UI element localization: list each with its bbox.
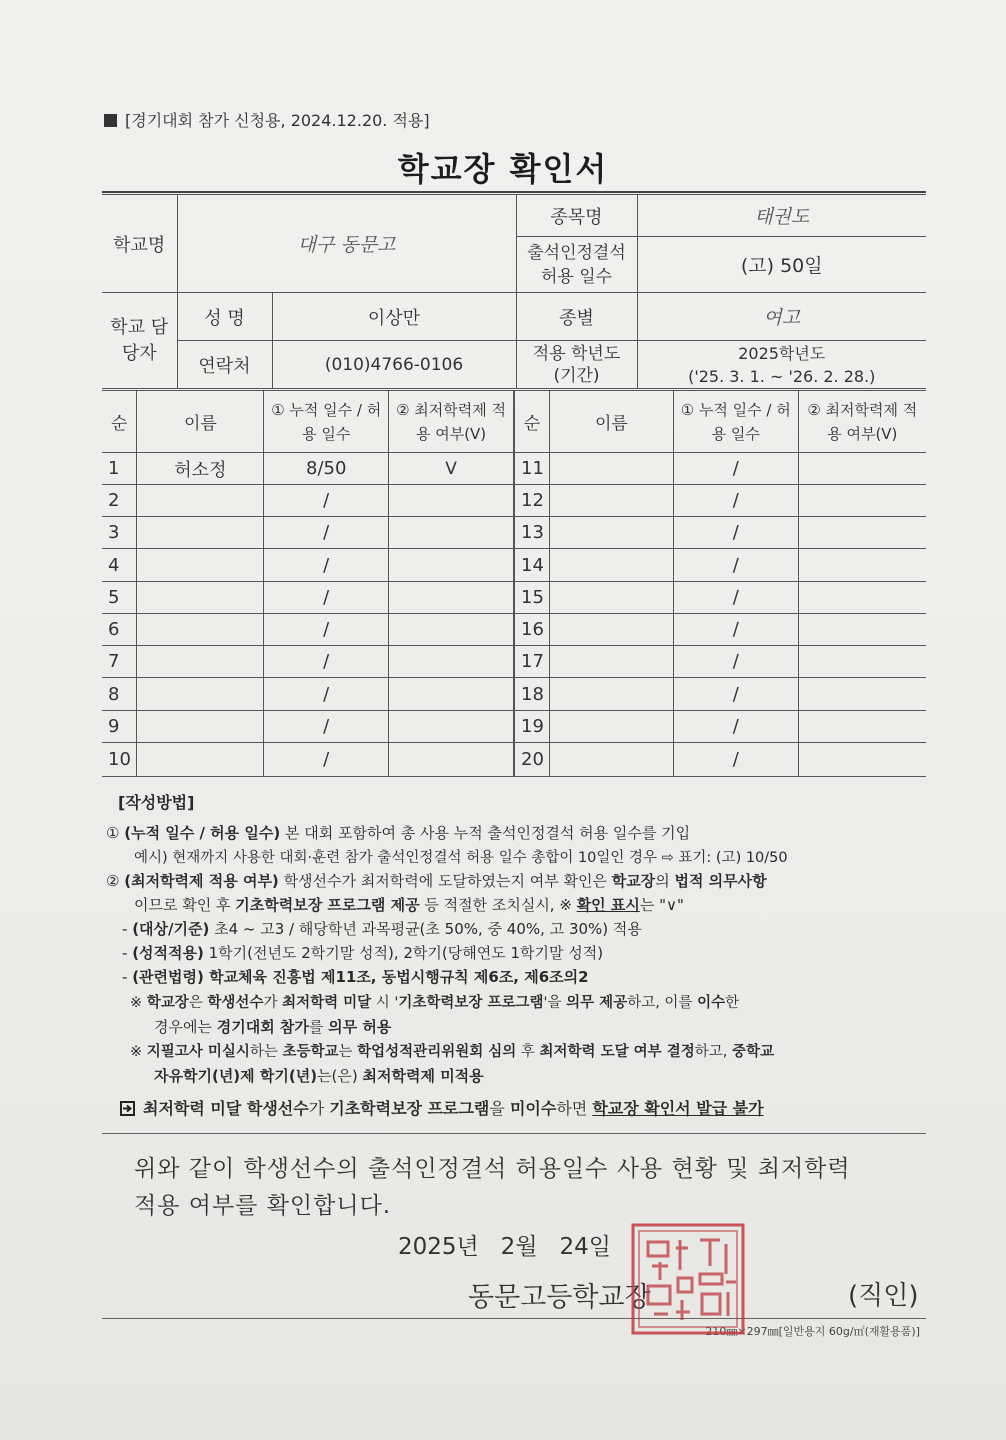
method-text: 하면: [556, 1099, 593, 1118]
method-line-6: [122, 942, 603, 963]
minimum-check: [389, 485, 514, 517]
table-row: [102, 517, 514, 549]
seal-mark-text: (직인): [848, 1281, 919, 1311]
student-name: [137, 678, 264, 711]
table-row: [515, 678, 927, 711]
method-term: (누적 일수 / 허용 일수): [124, 824, 281, 842]
student-name: [137, 549, 264, 582]
paper-spec: 210㎜×297㎜[일반용지 60g/㎡(재활용품)]: [705, 1325, 920, 1338]
arrow-box-icon: [120, 1101, 135, 1116]
method-text: 1학기(전년도 2학기말 성적), 2학기(당해연도 1학기말 성적): [203, 944, 604, 962]
method-heading: [작성방법]: [118, 793, 195, 812]
top-rule: [102, 191, 926, 193]
student-name: [549, 517, 673, 549]
minimum-check: [389, 582, 514, 614]
row-number: 15: [515, 582, 550, 614]
year-cell: [637, 341, 926, 389]
method-text: 는 "∨": [639, 896, 684, 914]
row-number: 13: [515, 517, 550, 549]
student-name: [549, 549, 673, 582]
table-row: [102, 678, 514, 711]
method-text: 을: [489, 1099, 510, 1118]
table-row: [102, 453, 514, 485]
mid-rule: [102, 1133, 926, 1134]
student-name: [137, 614, 264, 646]
method-term: 학생선수: [207, 995, 264, 1011]
student-name: [137, 711, 264, 743]
table-row: [102, 614, 514, 646]
row-number: 18: [515, 678, 550, 711]
contact-label: 연락처: [177, 341, 272, 389]
form-note: [104, 108, 430, 131]
student-name: [549, 646, 673, 678]
days-count: /: [673, 678, 798, 711]
minimum-check: [798, 646, 926, 678]
method-text: 후: [516, 1044, 540, 1060]
row-number: 9: [102, 711, 137, 743]
year-label: 적용 학년도 (기간): [516, 341, 637, 389]
row-number: 20: [515, 743, 550, 777]
circle-1: ①: [106, 824, 125, 842]
table-row: [515, 453, 927, 485]
row-number: 11: [515, 453, 550, 485]
dash: -: [122, 944, 133, 962]
minimum-check: V: [389, 453, 514, 485]
method-term: 의무 제공: [566, 995, 628, 1011]
document-title: 학교장 확인서: [397, 150, 609, 188]
method-line-9: [154, 1016, 391, 1037]
method-text: 는(은): [317, 1067, 363, 1085]
event-label: 종목명: [516, 195, 637, 237]
row-number: 19: [515, 711, 550, 743]
minimum-check: [798, 453, 926, 485]
method-term: 법적 의무사항: [674, 872, 767, 890]
official-seal-icon: [630, 1222, 746, 1336]
row-number: 16: [515, 614, 550, 646]
manager-label: 학교 담당자: [102, 293, 177, 389]
method-line-1: [106, 822, 690, 843]
minimum-check: [798, 614, 926, 646]
method-term: 최저학력제 미적용: [362, 1067, 484, 1085]
method-line-4: [134, 894, 684, 915]
student-name: [137, 485, 264, 517]
days-count: /: [673, 711, 798, 743]
school-label: 학교명: [102, 195, 177, 293]
name-value: 이상만: [272, 293, 516, 341]
method-text: 이므로 확인 후: [134, 896, 236, 914]
student-name: 허소정: [137, 453, 264, 485]
student-name: [549, 678, 673, 711]
days-count: /: [673, 549, 798, 582]
student-name: [549, 582, 673, 614]
method-text: 는: [338, 1044, 358, 1060]
days-count: /: [264, 646, 389, 678]
note-mark: ※: [130, 995, 147, 1011]
days-count: 8/50: [264, 453, 389, 485]
method-term: 학교장: [611, 872, 656, 890]
method-text: 초4 ~ 고3 / 해당학년 과목평균(초 50%, 중 40%, 고 30%) 적용: [209, 920, 642, 938]
method-term: 지필고사 미실시: [146, 1044, 250, 1060]
method-term: (관련법령): [132, 968, 204, 986]
row-number: 14: [515, 549, 550, 582]
method-term: 학교체육 진흥법 제11조, 동법시행규칙 제6조, 제6조의2: [203, 968, 589, 986]
method-term: 학교장: [146, 995, 189, 1011]
days-count: /: [673, 582, 798, 614]
method-term: 학업성적관리위원회 심의: [357, 1044, 517, 1060]
circle-2: ②: [106, 872, 125, 890]
days-count: /: [673, 614, 798, 646]
table-row: [515, 517, 927, 549]
table-row: [515, 582, 927, 614]
method-term: 미이수: [509, 1099, 557, 1118]
method-line-10: [130, 1040, 774, 1061]
method-line-7: [122, 966, 589, 987]
days-count: /: [673, 743, 798, 777]
left-rows: [102, 453, 514, 777]
category-label: 종별: [516, 293, 637, 341]
method-text: 하고,: [694, 1044, 732, 1060]
minimum-check: [389, 614, 514, 646]
minimum-check: [389, 711, 514, 743]
row-number: 1: [102, 453, 137, 485]
student-name: [137, 582, 264, 614]
conclusion-line-2: 적용 여부를 확인합니다.: [134, 1193, 392, 1219]
right-rows: [515, 453, 927, 777]
method-term: 경기대회 참가: [216, 1018, 309, 1036]
method-line-8: [130, 991, 739, 1012]
row-number: 6: [102, 614, 137, 646]
minimum-check: [798, 549, 926, 582]
no-header: 순: [515, 391, 550, 453]
event-value: 태권도: [637, 195, 926, 237]
form-note-text: [경기대회 참가 신청용, 2024.12.20. 적용]: [125, 111, 430, 130]
name-header: 이름: [549, 391, 673, 453]
category-value: 여고: [637, 293, 926, 341]
method-text: 본 대회 포함하여 총 사용 누적 출석인정결석 허용 일수를 기입: [280, 824, 691, 842]
student-table-right: [514, 390, 926, 777]
method-text: 하는: [249, 1044, 283, 1060]
days-count: /: [673, 517, 798, 549]
method-line-12: [120, 1096, 764, 1119]
minimum-check: [798, 711, 926, 743]
name-header: 이름: [137, 391, 264, 453]
note-mark: ※: [130, 1044, 147, 1060]
conclusion-line-1: 위와 같이 학생선수의 출석인정결석 허용일수 사용 현황 및 최저학력: [134, 1156, 851, 1182]
year-value: 2025학년도: [738, 343, 826, 363]
days-count: /: [264, 517, 389, 549]
minimum-check: [389, 646, 514, 678]
days-count: /: [264, 743, 389, 777]
method-line-5: [122, 918, 642, 939]
days-count: /: [673, 453, 798, 485]
table-row: [515, 549, 927, 582]
minimum-check: [389, 678, 514, 711]
table-row: [515, 743, 927, 777]
method-term: (대상/기준): [132, 920, 210, 938]
issue-date: 2025년 2월 24일: [398, 1234, 611, 1260]
days-header: ① 누적 일수 / 허용 일수: [673, 391, 798, 453]
row-number: 5: [102, 582, 137, 614]
method-text: 한: [725, 995, 740, 1011]
method-term: 기초학력보장 프로그램: [398, 995, 544, 1011]
row-number: 3: [102, 517, 137, 549]
method-term: (성적적용): [132, 944, 204, 962]
table-row: [102, 711, 514, 743]
student-name: [137, 743, 264, 777]
year-period: ('25. 3. 1. ~ '26. 2. 28.): [688, 366, 876, 386]
method-term: 확인 표시: [576, 896, 640, 914]
dash: -: [122, 968, 133, 986]
minimum-check: [798, 485, 926, 517]
info-table: [102, 194, 926, 389]
dash: -: [122, 920, 133, 938]
row-number: 4: [102, 549, 137, 582]
student-name: [137, 517, 264, 549]
method-text: 의: [655, 872, 675, 890]
student-name: [549, 711, 673, 743]
table-row: [102, 646, 514, 678]
table-row: [515, 485, 927, 517]
method-text: 하고, 이를: [627, 995, 698, 1011]
method-term: 의무 허용: [328, 1018, 392, 1036]
method-text: 은: [188, 995, 208, 1011]
minimum-check: [389, 517, 514, 549]
method-text: '을: [543, 995, 567, 1011]
method-term: 최저학력 미달 학생선수: [143, 1099, 309, 1118]
method-term: 기초학력보장 프로그램: [329, 1099, 490, 1118]
method-term: 자유학기(년)제 학기(년): [154, 1067, 318, 1085]
square-bullet-icon: [104, 114, 117, 127]
school-principal: 동문고등학교장: [468, 1282, 651, 1313]
method-term: 이수: [697, 995, 726, 1011]
method-term: (최저학력제 적용 여부): [124, 872, 279, 890]
method-text: 가: [263, 995, 283, 1011]
row-number: 8: [102, 678, 137, 711]
days-header: ① 누적 일수 / 허용 일수: [264, 391, 389, 453]
minimum-check: [798, 678, 926, 711]
student-name: [549, 743, 673, 777]
name-label: 성 명: [177, 293, 272, 341]
table-row: [102, 549, 514, 582]
row-number: 7: [102, 646, 137, 678]
minimum-check: [389, 743, 514, 777]
method-line-11: [154, 1065, 484, 1086]
method-term: 최저학력 도달 여부 결정: [539, 1044, 695, 1060]
method-term: 학교장 확인서 발급 불가: [592, 1099, 764, 1118]
row-number: 12: [515, 485, 550, 517]
minimum-check: [798, 582, 926, 614]
days-count: /: [264, 549, 389, 582]
student-name: [137, 646, 264, 678]
days-count: /: [264, 582, 389, 614]
method-text: 경우에는: [154, 1018, 217, 1036]
row-number: 10: [102, 743, 137, 777]
method-line-3: [106, 870, 767, 891]
method-text: 가: [308, 1099, 330, 1118]
method-text: 학생선수가 최저학력에 도달하였는지 여부 확인은: [278, 872, 612, 890]
days-count: /: [673, 485, 798, 517]
days-count: /: [264, 485, 389, 517]
row-number: 2: [102, 485, 137, 517]
bottom-rule: [102, 1318, 926, 1319]
table-row: [102, 743, 514, 777]
method-text: 시 ': [371, 995, 399, 1011]
days-count: /: [673, 646, 798, 678]
table-row: [515, 646, 927, 678]
contact-value: (010)4766-0106: [272, 341, 516, 389]
student-name: [549, 614, 673, 646]
days-count: /: [264, 614, 389, 646]
minimum-header: ② 최저학력제 적용 여부(V): [389, 391, 514, 453]
table-row: [102, 485, 514, 517]
table-row: [102, 582, 514, 614]
no-header: 순: [102, 391, 137, 453]
student-table-left: [102, 390, 514, 777]
minimum-check: [389, 549, 514, 582]
absence-value: (고) 50일: [637, 237, 926, 293]
table-row: [515, 711, 927, 743]
student-name: [549, 453, 673, 485]
student-name: [549, 485, 673, 517]
table-row: [515, 614, 927, 646]
method-text: 등 적절한 조치실시, ※: [419, 896, 577, 914]
minimum-header: ② 최저학력제 적용 여부(V): [798, 391, 926, 453]
absence-label: 출석인정결석 허용 일수: [516, 237, 637, 293]
method-term: 중학교: [731, 1044, 774, 1060]
minimum-check: [798, 743, 926, 777]
method-term: 기초학력보장 프로그램 제공: [235, 896, 420, 914]
method-term: 최저학력 미달: [282, 995, 372, 1011]
method-line-2: 예시) 현재까지 사용한 대회·훈련 참가 출석인정결석 허용 일수 총합이 10일인 경우 ⇨ 표기: (고) 10/50: [134, 850, 788, 866]
days-count: /: [264, 711, 389, 743]
school-value: 대구 동문고: [177, 195, 516, 293]
minimum-check: [798, 517, 926, 549]
days-count: /: [264, 678, 389, 711]
method-term: 초등학교: [282, 1044, 339, 1060]
method-text: 를: [308, 1018, 329, 1036]
row-number: 17: [515, 646, 550, 678]
